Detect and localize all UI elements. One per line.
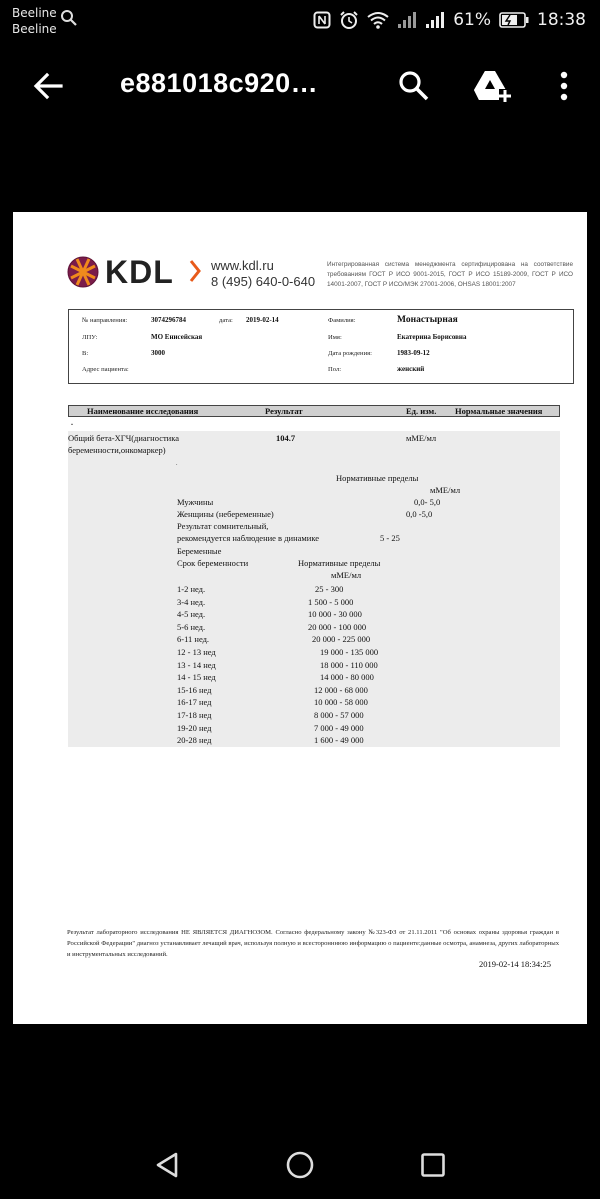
address-label: Адрес пациента: xyxy=(82,366,129,373)
doubt-line2: рекомендуется наблюдение в динамике xyxy=(177,533,320,543)
kdl-logo-mark-icon xyxy=(67,256,99,288)
referral-label: № направления: xyxy=(82,317,128,324)
site-phone: 8 (495) 640-0-640 xyxy=(211,274,316,289)
header-unit: Ед. изм. xyxy=(406,406,437,416)
lastname-label: Фамилия: xyxy=(328,317,356,324)
pregnancy-term: 19-20 нед xyxy=(177,722,212,733)
disclaimer-text: Результат лабораторного исследования НЕ ЯВЛЯЕТСЯ ДИАГНОЗОМ. Согласно федеральному закону №323-ФЗ от 21.11.2011 "Об основах охраны здоровья граждан в Российской Федерации" диагноз устанавливает лечащий врач, используя полную и всесторонннюю информацию о пациенте:данные осмотра, анамнеза, других лабораторных и инструментальных исследований. xyxy=(67,929,559,958)
pregnancy-range: 12 000 - 68 000 xyxy=(314,684,368,695)
site-url: www.kdl.ru xyxy=(211,258,274,273)
results-table-header xyxy=(68,405,560,417)
pregnancy-term: 13 - 14 нед xyxy=(177,659,216,670)
pregnancy-range: 10 000 - 58 000 xyxy=(314,697,368,708)
pregnancy-range: 20 000 - 225 000 xyxy=(312,634,371,645)
pregnancy-term: 20-28 нед xyxy=(177,735,212,746)
pregnancy-range: 10 000 - 30 000 xyxy=(308,609,362,620)
carrier-name-1: Beeline xyxy=(12,6,57,20)
logo-text: KDL xyxy=(105,253,174,290)
back-triangle-icon xyxy=(154,1151,180,1179)
nfc-icon xyxy=(313,11,331,29)
document-title: e881018c920… xyxy=(120,68,319,98)
carrier-name-2: Beeline xyxy=(12,22,57,36)
pregnancy-term: 1-2 нед. xyxy=(177,584,206,594)
back-arrow-icon xyxy=(33,72,63,100)
result-row xyxy=(68,431,560,747)
men-value: 0,0- 5,0 xyxy=(414,497,441,507)
v-value: 3000 xyxy=(151,349,165,357)
lpu-label: ЛПУ: xyxy=(82,334,98,341)
ref-title-unit: мМЕ/мл xyxy=(430,485,461,495)
kdl-logo xyxy=(67,254,174,290)
result-value: 104.7 xyxy=(276,433,296,443)
pregnancy-term: 17-18 нед xyxy=(177,710,212,720)
nav-recents-button[interactable] xyxy=(411,1147,455,1183)
signal-icon-2 xyxy=(425,11,445,29)
add-to-drive-button[interactable] xyxy=(470,64,514,108)
pregnancy-range: 8 000 - 57 000 xyxy=(314,710,364,720)
limits-unit: мМЕ/мл xyxy=(331,570,362,580)
certification-text: Интегрированная система менеджмента сертифицирована на соответствие требованиям ГОСТ Р ИСО 9001-2015, ГОСТ Р ИСО 15189-2009, ГОСТ Р ИСО 14001-2007, ГОСТ Р ИСО/МЭК 27001-2006, OHSAS 18001:2007 xyxy=(327,261,573,288)
pregnancy-range: 7 000 - 49 000 xyxy=(314,722,364,733)
pregnancy-range: 25 - 300 xyxy=(315,584,344,594)
pregnancy-range: 1 600 - 49 000 xyxy=(314,735,364,746)
search-icon xyxy=(60,9,78,27)
print-timestamp: 2019-02-14 18:34:25 xyxy=(479,959,552,969)
app-toolbar xyxy=(0,40,600,134)
search-button[interactable] xyxy=(392,64,436,108)
recents-square-icon xyxy=(420,1152,446,1178)
section-marker: . xyxy=(71,418,73,427)
doubt-line1: Результат сомнительный, xyxy=(177,521,269,531)
pregnancy-range: 14 000 - 80 000 xyxy=(320,672,374,683)
alarm-icon xyxy=(339,10,359,30)
system-nav-bar xyxy=(0,1129,600,1199)
date-label: дата: xyxy=(219,317,233,324)
header-normal: Нормальные значения xyxy=(455,406,543,416)
signal-icon xyxy=(397,11,417,29)
sex-label: Пол: xyxy=(328,366,342,373)
pregnancy-range: 1 500 - 5 000 xyxy=(308,596,354,607)
clock: 18:38 xyxy=(537,10,586,30)
more-vert-icon xyxy=(560,71,568,101)
search-icon xyxy=(398,70,430,102)
doubt-value: 5 - 25 xyxy=(380,533,400,543)
pregnancy-term: 12 - 13 нед xyxy=(177,647,216,657)
more-options-button[interactable] xyxy=(544,64,584,108)
home-circle-icon xyxy=(285,1150,315,1180)
date-value: 2019-02-14 xyxy=(246,316,279,324)
document-page[interactable] xyxy=(13,212,587,1024)
pregnancy-term: 16-17 нед xyxy=(177,697,212,708)
name-label: Имя: xyxy=(328,334,342,341)
small-dot: . xyxy=(176,461,178,467)
pregnancy-term: 4-5 нед. xyxy=(177,609,206,620)
status-bar xyxy=(0,0,600,40)
ref-title: Нормативные пределы xyxy=(336,473,419,483)
dob-value: 1983-09-12 xyxy=(397,349,430,357)
lpu-value: МО Енисейская xyxy=(151,333,203,341)
test-name-line1: Общий бета-ХГЧ(диагностика xyxy=(68,433,179,443)
result-unit: мМЕ/мл xyxy=(406,433,437,443)
patient-info-box xyxy=(68,309,574,384)
name-value: Екатерина Борисовна xyxy=(397,333,467,341)
sex-value: женский xyxy=(397,365,425,373)
pregnancy-term: 6-11 нед. xyxy=(177,634,210,645)
pregnancy-range: 19 000 - 135 000 xyxy=(320,647,379,657)
pregnancy-range: 18 000 - 110 000 xyxy=(320,659,378,670)
nav-home-button[interactable] xyxy=(278,1147,322,1183)
wifi-icon xyxy=(367,11,389,29)
pregnancy-term: 14 - 15 нед xyxy=(177,672,216,683)
back-button[interactable] xyxy=(26,64,70,108)
pregnancy-term: 5-6 нед. xyxy=(177,621,206,632)
pregnant-label: Беременные xyxy=(177,546,222,556)
add-to-drive-icon xyxy=(473,69,511,103)
v-label: В: xyxy=(82,350,89,357)
pregnancy-term: 3-4 нед. xyxy=(177,596,206,607)
men-label: Мужчины xyxy=(177,497,214,507)
battery-icon xyxy=(499,12,529,28)
women-value: 0,0 -5,0 xyxy=(406,509,433,519)
nav-back-button[interactable] xyxy=(145,1147,189,1183)
dob-label: Дата рождения: xyxy=(328,350,372,357)
test-name-line2: беременности,онкомаркер) xyxy=(68,445,166,455)
battery-percent: 61% xyxy=(453,10,491,30)
lastname-value: Монастырная xyxy=(397,315,458,325)
pregnancy-range: 20 000 - 100 000 xyxy=(308,621,367,632)
referral-value: 3074296784 xyxy=(151,316,186,324)
pregnancy-term: 15-16 нед xyxy=(177,684,212,695)
women-label: Женщины (небеременные) xyxy=(177,509,274,519)
term-header: Срок беременности xyxy=(177,558,249,568)
chevron-right-icon xyxy=(188,259,202,283)
limits-header: Нормативные пределы xyxy=(298,558,381,568)
header-result: Результат xyxy=(265,406,303,416)
header-test-name: Наименование исследования xyxy=(87,406,199,416)
